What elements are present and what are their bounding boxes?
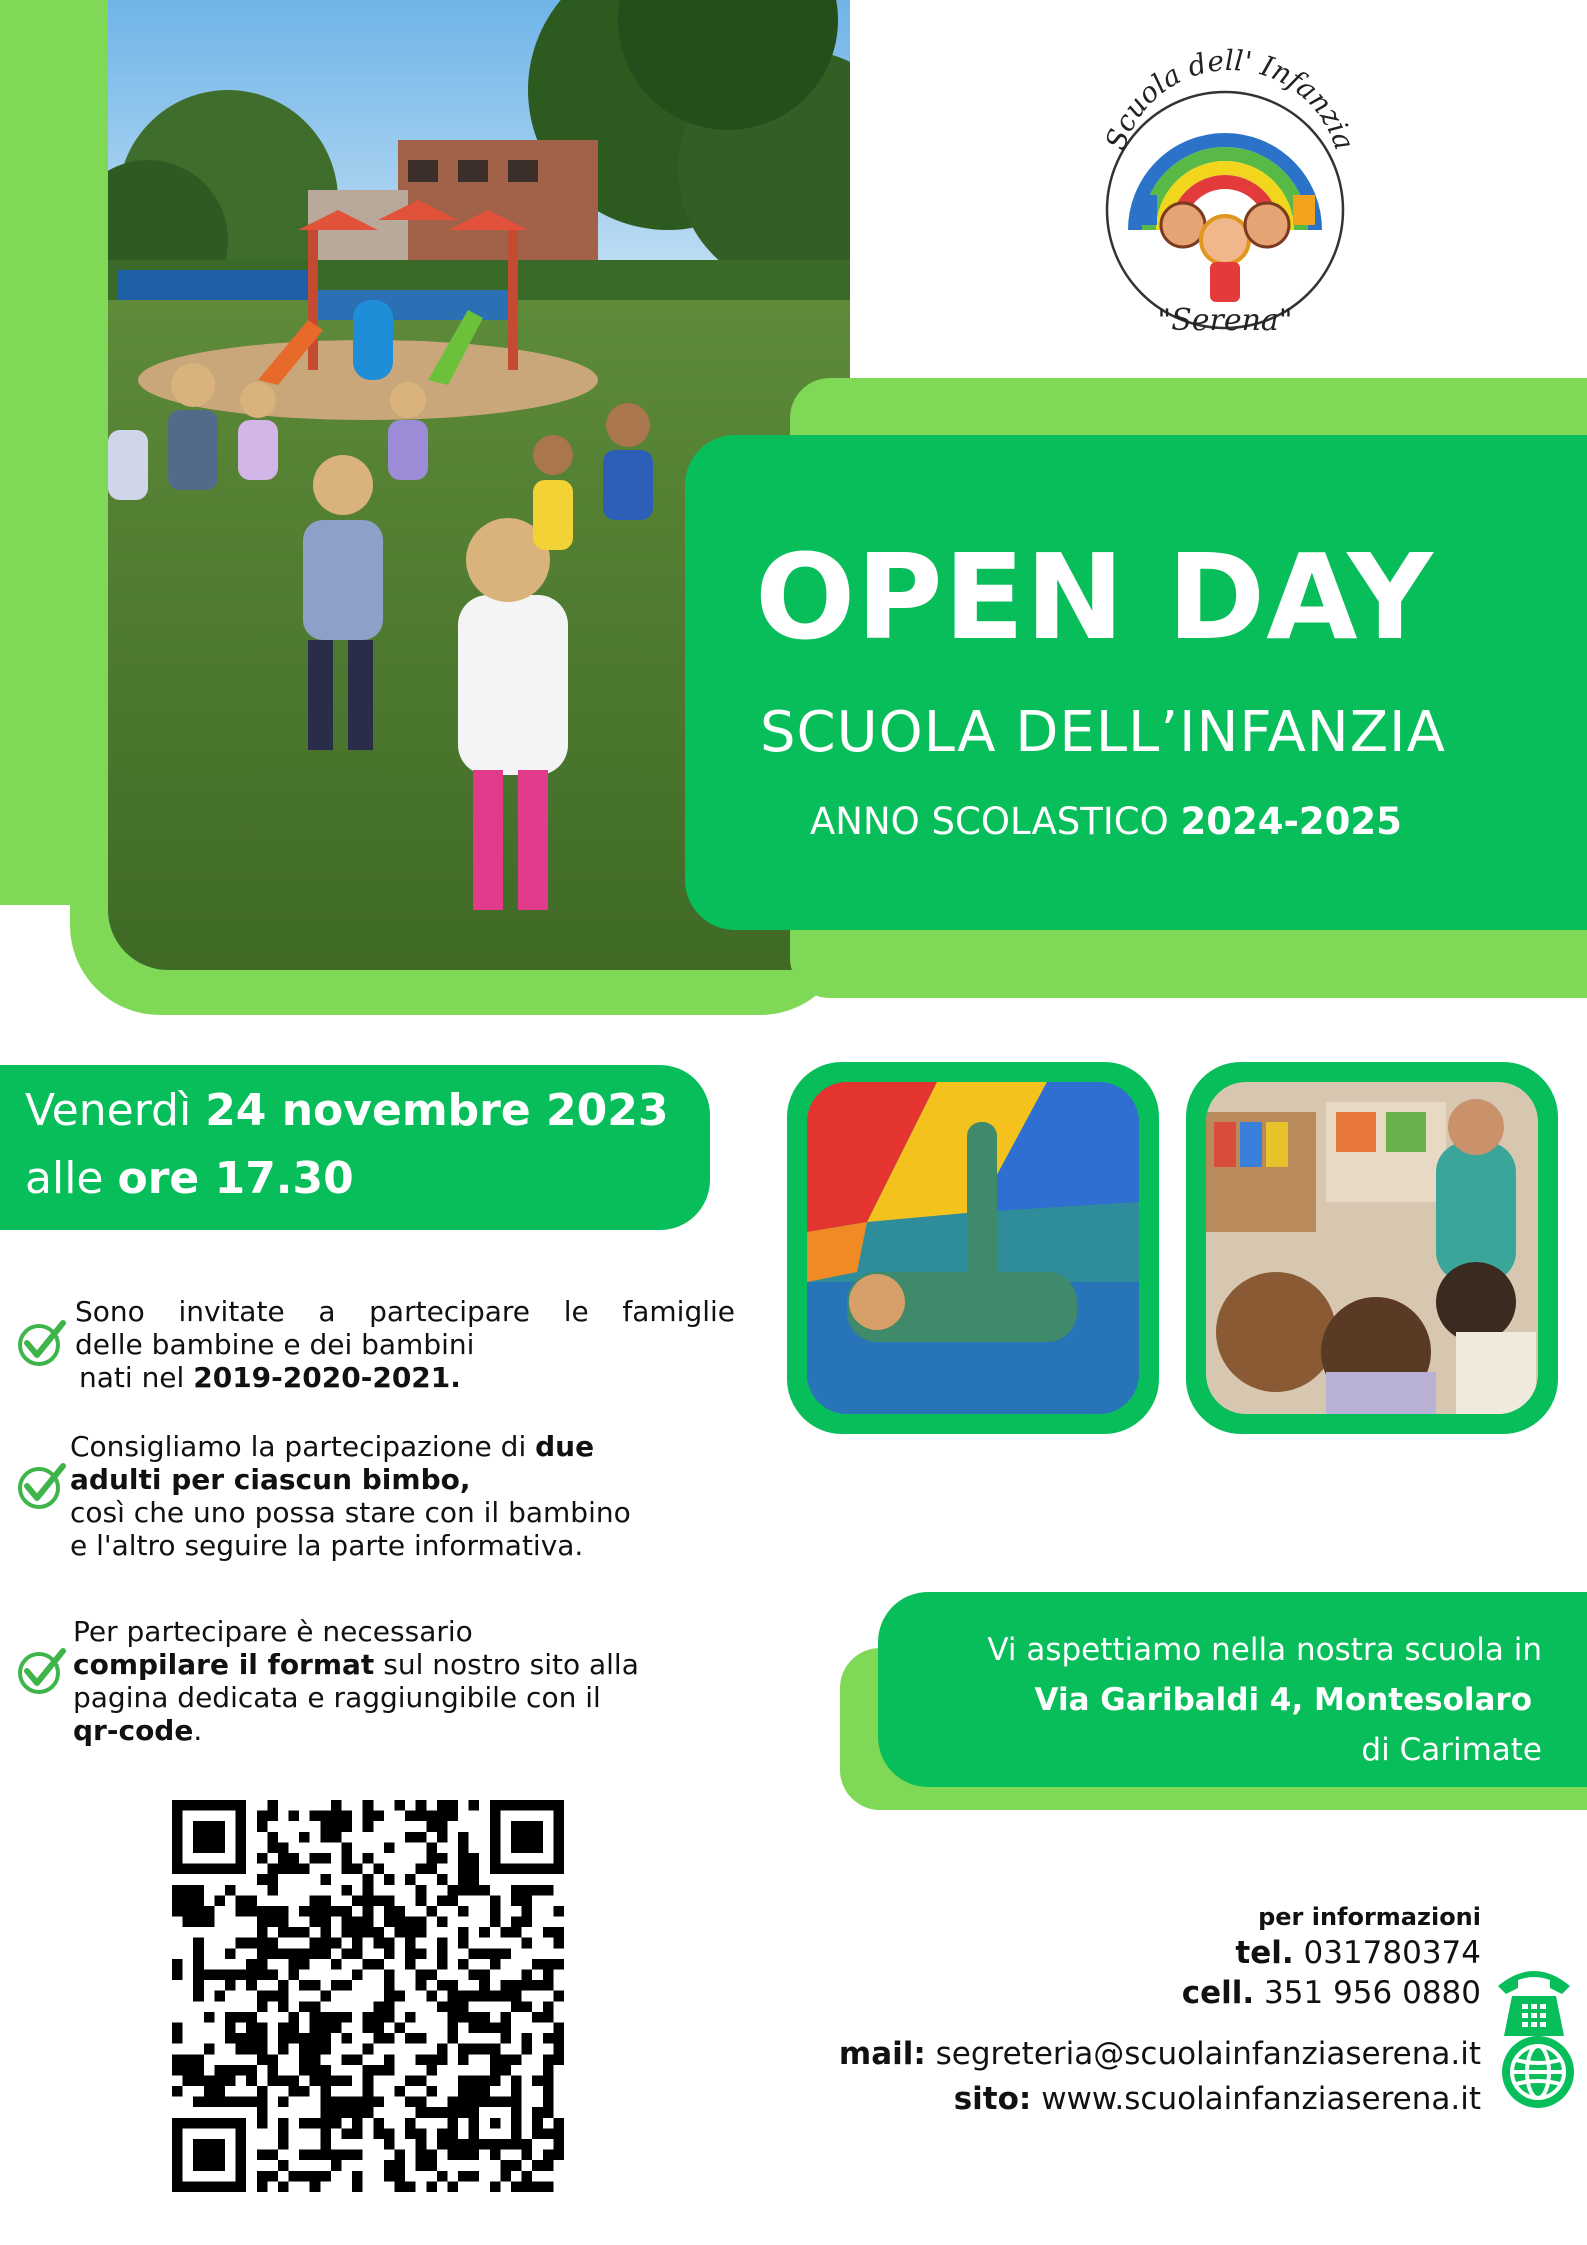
bullet-format-line4-rest: . xyxy=(193,1714,203,1747)
bullet-adults-line1-bold: due xyxy=(535,1430,595,1463)
address-line3: di Carimate xyxy=(1361,1732,1542,1768)
bullet-adults-line2-bold: adulti per ciascun bimbo, xyxy=(70,1463,471,1496)
address-text xyxy=(987,1625,1542,1775)
event-date-line xyxy=(25,1077,668,1145)
event-date-value: 24 novembre 2023 xyxy=(205,1085,669,1136)
phone-icon xyxy=(1492,1960,1576,2040)
address-street: Via Garibaldi 4, Montesolaro xyxy=(1034,1682,1532,1718)
page-subtitle: SCUOLA DELL’INFANZIA xyxy=(760,700,1446,765)
bullet-adults-line3: così che uno possa stare con il bambino xyxy=(70,1496,631,1529)
logo-text-top: Scuola dell' Infanzia xyxy=(1098,44,1362,155)
contact-site xyxy=(839,2077,1481,2122)
bullet-format-line2 xyxy=(73,1648,735,1681)
contacts xyxy=(839,1900,1481,2122)
event-time-value: ore 17.30 xyxy=(117,1153,354,1204)
check-icon xyxy=(15,1458,71,1514)
check-icon xyxy=(15,1315,71,1371)
photo-classroom-frame xyxy=(1186,1062,1558,1434)
photo-classroom xyxy=(1206,1082,1538,1414)
school-year-value: 2024-2025 xyxy=(1180,800,1402,843)
bullet-format-line4-bold: qr-code xyxy=(73,1714,194,1747)
title-panel xyxy=(685,435,1587,930)
contact-site-label: sito: xyxy=(953,2081,1032,2117)
contact-cell-label: cell. xyxy=(1181,1975,1255,2011)
bullet-adults-line1-prefix: Consigliamo la partecipazione di xyxy=(70,1430,527,1463)
qr-code[interactable] xyxy=(172,1800,564,2192)
address-line1: Vi aspettiamo nella nostra scuola in xyxy=(987,1632,1542,1668)
contact-mail xyxy=(839,2032,1481,2077)
bullet-families-years: 2019-2020-2021. xyxy=(193,1361,461,1394)
school-year xyxy=(810,800,1402,843)
contact-mail-value[interactable]: segreteria@scuolainfanziaserena.it xyxy=(935,2036,1481,2072)
address-line2 xyxy=(987,1675,1542,1725)
contact-tel-value[interactable]: 031780374 xyxy=(1303,1935,1481,1971)
bullet-format-line2-rest: sul nostro sito alla xyxy=(383,1648,639,1681)
school-logo xyxy=(1075,30,1375,350)
bullet-adults-line1 xyxy=(70,1430,735,1463)
contact-mail-label: mail: xyxy=(838,2036,926,2072)
school-year-label: ANNO SCOLASTICO xyxy=(810,800,1169,843)
logo-text-bottom: "Serena" xyxy=(1157,303,1293,338)
check-icon xyxy=(15,1643,71,1699)
contact-cell xyxy=(839,1972,1481,2014)
bullet-format-line2-bold: compilare il format xyxy=(73,1648,375,1681)
contact-site-value[interactable]: www.scuolainfanziaserena.it xyxy=(1041,2081,1481,2117)
bullet-families-line1: Sono invitate a partecipare le famiglie xyxy=(75,1295,735,1328)
bullet-adults-line2 xyxy=(70,1463,735,1496)
globe-icon xyxy=(1500,2034,1576,2110)
photo-parachute-frame xyxy=(787,1062,1159,1434)
event-date xyxy=(25,1077,668,1213)
page-title: OPEN DAY xyxy=(755,528,1434,666)
photo-parachute xyxy=(807,1082,1139,1414)
bullet-families-line3-prefix: nati nel xyxy=(79,1361,185,1394)
bullet-families-line3 xyxy=(75,1361,735,1394)
bullet-adults-line4: e l'altro seguire la parte informativa. xyxy=(70,1529,584,1562)
contact-tel xyxy=(839,1934,1481,1972)
contact-cell-value[interactable]: 351 956 0880 xyxy=(1264,1975,1481,2011)
bullet-families-line2: delle bambine e dei bambini xyxy=(75,1328,475,1361)
bullet-format-line1: Per partecipare è necessario xyxy=(73,1615,473,1648)
contacts-heading: per informazioni xyxy=(1258,1903,1481,1931)
contact-tel-label: tel. xyxy=(1235,1935,1294,1971)
bullet-format-line3: pagina dedicata e raggiungibile con il xyxy=(73,1681,601,1714)
event-day: Venerdì xyxy=(25,1085,192,1136)
event-time-line xyxy=(25,1145,668,1213)
event-time-prefix: alle xyxy=(25,1153,104,1204)
bullet-format-line4 xyxy=(73,1714,735,1747)
